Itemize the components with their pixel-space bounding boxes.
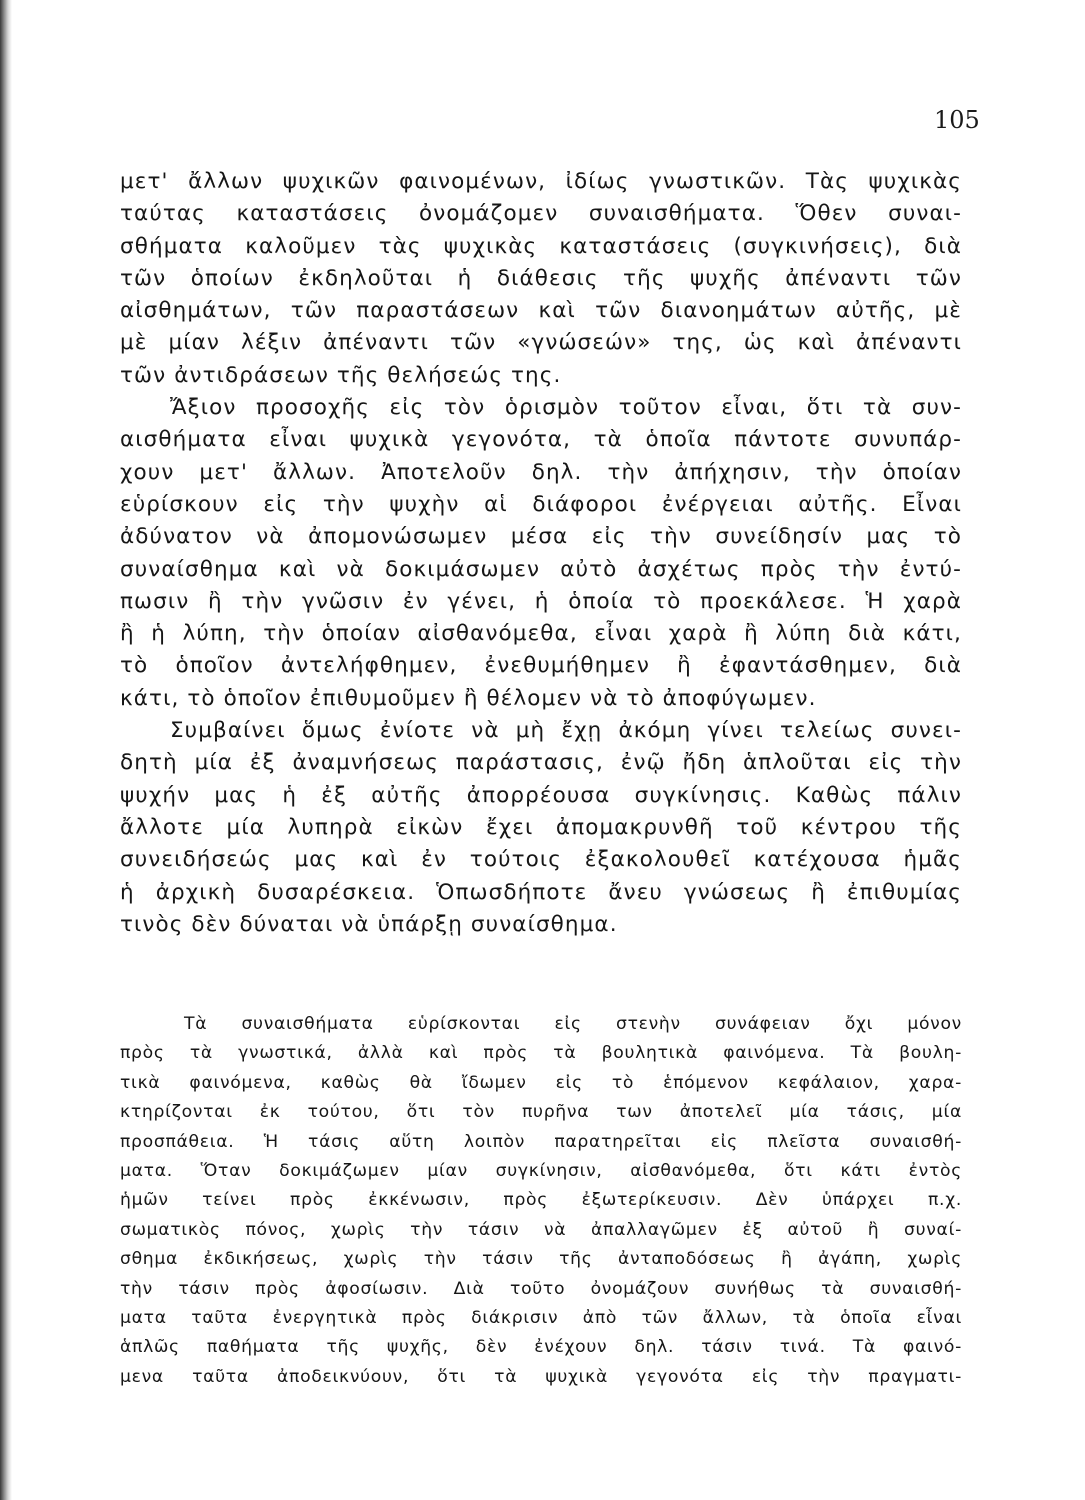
small-text-line: τὴν τάσιν πρὸς ἀφοσίωσιν. Διὰ τοῦτο ὀνομάζουν συνήθως τὰ συναισθή-: [120, 1278, 962, 1299]
text-line: μὲ μίαν λέξιν ἀπέναντι τῶν «γνώσεών» της, ὡς καὶ ἀπέναντι: [120, 330, 962, 356]
text-line: κάτι, τὸ ὁποῖον ἐπιθυμοῦμεν ἢ θέλομεν νὰ τὸ ἀποφύγωμεν.: [120, 685, 817, 711]
text-line: μετ' ἄλλων ψυχικῶν φαινομένων, ἰδίως γνωστικῶν. Τὰς ψυχικὰς: [120, 169, 962, 194]
small-text-line: Τὰ συναισθήματα εὑρίσκονται εἰς στενὴν συνάφειαν ὄχι μόνον: [184, 1014, 962, 1034]
small-text-line: τικὰ φαινόμενα, καθὼς θὰ ἴδωμεν εἰς τὸ ἑπόμενον κεφάλαιον, χαρα-: [120, 1072, 962, 1093]
main-text: [120, 166, 962, 941]
small-text-line: πρὸς τὰ γνωστικά, ἀλλὰ καὶ πρὸς τὰ βουλητικὰ φαινόμενα. Τὰ βουλη-: [120, 1043, 962, 1064]
text-line: αἰσθημάτων, τῶν παραστάσεων καὶ τῶν διανοημάτων αὐτῆς, μὲ: [120, 298, 962, 324]
small-text-line: ἡμῶν τείνει πρὸς ἐκκένωσιν, πρὸς ἐξωτερίκευσιν. Δὲν ὑπάρχει π.χ.: [120, 1190, 962, 1211]
text-line: Συμβαίνει ὅμως ἐνίοτε νὰ μὴ ἔχῃ ἀκόμη γίνει τελείως συνει-: [170, 718, 962, 744]
text-line: ἄλλοτε μία λυπηρὰ εἰκὼν ἔχει ἀπομακρυνθῆ τοῦ κέντρου τῆς: [120, 814, 962, 840]
small-text-line: σωματικὸς πόνος, χωρὶς τὴν τάσιν νὰ ἀπαλλαγῶμεν ἐξ αὐτοῦ ἢ συναί-: [120, 1219, 962, 1240]
small-text-line: ματα ταῦτα ἐνεργητικὰ πρὸς διάκρισιν ἀπὸ τῶν ἄλλων, τὰ ὁποῖα εἶναι: [120, 1307, 962, 1328]
text-line: ἢ ἡ λύπη, τὴν ὁποίαν αἰσθανόμεθα, εἶναι χαρὰ ἢ λύπη διὰ κάτι,: [120, 621, 962, 647]
text-line: ψυχήν μας ἡ ἐξ αὐτῆς ἀπορρέουσα συγκίνησις. Καθὼς πάλιν: [120, 782, 962, 808]
text-line: συναίσθημα καὶ νὰ δοκιμάσωμεν αὐτὸ ἀσχέτως πρὸς τὴν ἐντύ-: [120, 556, 962, 582]
text-line: ἀδύνατον νὰ ἀπομονώσωμεν μέσα εἰς τὴν συνείδησίν μας τὸ: [120, 524, 962, 550]
text-line: τῶν ὁποίων ἐκδηλοῦται ἡ διάθεσις τῆς ψυχῆς ἀπέναντι τῶν: [120, 265, 962, 291]
text-line: σθήματα καλοῦμεν τὰς ψυχικὰς καταστάσεις (συγκινήσεις), διὰ: [120, 233, 962, 259]
text-line: ἡ ἀρχικὴ δυσαρέσκεια. Ὁπωσδήποτε ἄνευ γνώσεως ἢ ἐπιθυμίας: [120, 879, 962, 905]
text-line: εὑρίσκουν εἰς τὴν ψυχὴν αἱ διάφοροι ἐνέργειαι αὐτῆς. Εἶναι: [120, 491, 962, 517]
text-line: ταύτας καταστάσεις ὀνομάζομεν συναισθήματα. Ὅθεν συναι-: [120, 201, 962, 227]
small-text-line: μενα ταῦτα ἀποδεικνύουν, ὅτι τὰ ψυχικὰ γεγονότα εἰς τὴν πραγματι-: [120, 1366, 962, 1387]
small-print-text: [120, 1010, 962, 1392]
small-text-line: σθημα ἐκδικήσεως, χωρὶς τὴν τάσιν τῆς ἀνταποδόσεως ἢ ἀγάπη, χωρὶς: [120, 1249, 962, 1270]
small-text-line: ἁπλῶς παθήματα τῆς ψυχῆς, δὲν ἐνέχουν δηλ. τάσιν τινά. Τὰ φαινό-: [120, 1337, 962, 1358]
text-line: συνειδήσεώς μας καὶ ἐν τούτοις ἐξακολουθεῖ κατέχουσα ἡμᾶς: [120, 847, 962, 873]
text-line: δητὴ μία ἐξ ἀναμνήσεως παράστασις, ἐνῷ ἤδη ἁπλοῦται εἰς τὴν: [120, 750, 962, 776]
text-line: τὸ ὁποῖον ἀντελήφθημεν, ἐνεθυμήθημεν ἢ ἐφαντάσθημεν, διὰ: [120, 653, 962, 679]
text-line: τῶν ἀντιδράσεων τῆς θελήσεώς της.: [120, 362, 562, 388]
text-line: τινὸς δὲν δύναται νὰ ὑπάρξῃ συναίσθημα.: [120, 911, 618, 937]
small-text-line: ματα. Ὅταν δοκιμάζωμεν μίαν συγκίνησιν, αἰσθανόμεθα, ὅτι κάτι ἐντὸς: [120, 1160, 962, 1181]
small-text-line: κτηρίζονται ἐκ τούτου, ὅτι τὸν πυρῆνα των ἀποτελεῖ μία τάσις, μία: [120, 1102, 962, 1123]
text-line: αισθήματα εἶναι ψυχικὰ γεγονότα, τὰ ὁποῖα πάντοτε συνυπάρ-: [120, 427, 962, 453]
page-binding-edge: [0, 0, 12, 1500]
text-line: χουν μετ' ἄλλων. Ἀποτελοῦν δηλ. τὴν ἀπήχησιν, τὴν ὁποίαν: [120, 459, 962, 485]
text-line: πωσιν ἢ τὴν γνῶσιν ἐν γένει, ἡ ὁποία τὸ προεκάλεσε. Ἡ χαρὰ: [120, 588, 962, 614]
text-line: Ἄξιον προσοχῆς εἰς τὸν ὁρισμὸν τοῦτον εἶναι, ὅτι τὰ συν-: [170, 395, 962, 421]
small-text-line: προσπάθεια. Ἡ τάσις αὕτη λοιπὸν παρατηρεῖται εἰς πλεῖστα συναισθή-: [120, 1131, 962, 1152]
page-number: 105: [934, 106, 980, 134]
